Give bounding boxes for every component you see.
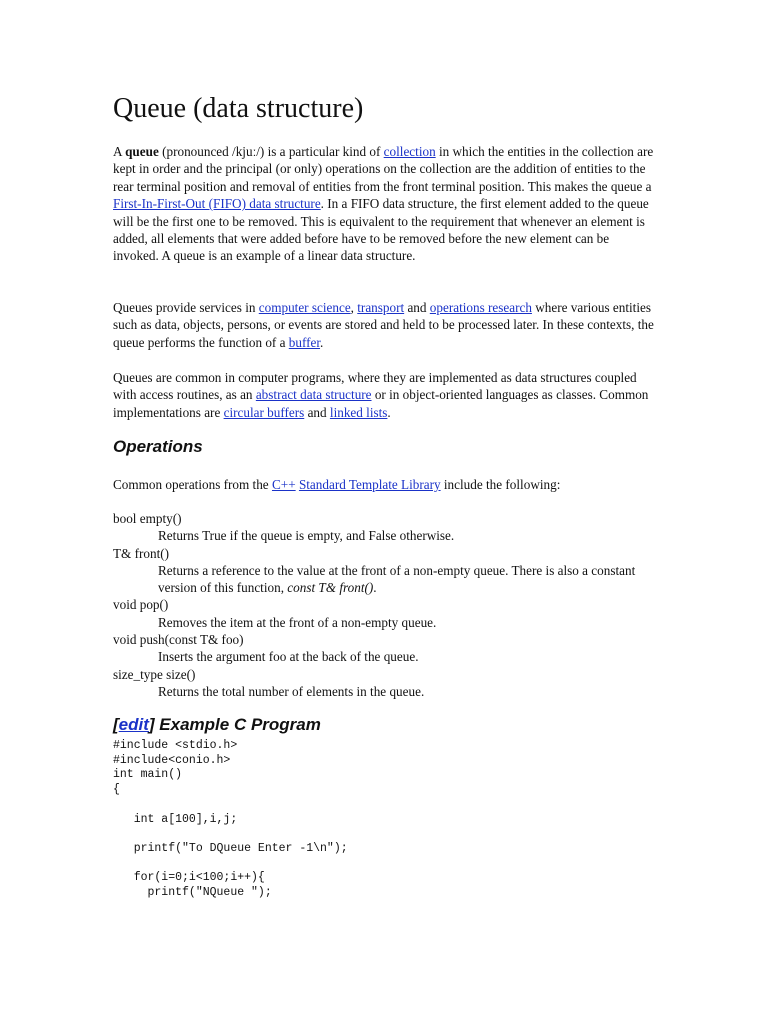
operation-description: Inserts the argument foo at the back of the queue. bbox=[158, 649, 419, 665]
bracket: [ bbox=[113, 715, 119, 734]
operations-list bbox=[113, 510, 673, 700]
intro-paragraph-2 bbox=[113, 299, 658, 351]
operation-term: bool empty() bbox=[113, 511, 182, 526]
operation-description: Removes the item at the front of a non-empty queue. bbox=[158, 614, 437, 630]
operation-term: T& front() bbox=[113, 545, 170, 561]
text: Returns a reference to the value at the front of a non-empty queue. There is also a constant version of this function, bbox=[158, 562, 636, 596]
intro-paragraph-1 bbox=[113, 143, 658, 265]
text: Queues are common in computer programs, where they are implemented as data structures coupled with access routines, as an bbox=[113, 370, 637, 403]
text: and bbox=[404, 300, 430, 315]
link-circular-buffers[interactable]: circular buffers bbox=[223, 404, 305, 420]
text: . In a FIFO data structure, the first element added to the queue will be the first one to be removed. This is equivalent to the requirement that whenever an element is added, all elements that were added before have to be removed before the new element can be invoked. A queue is an example of a linear data structure. bbox=[113, 196, 649, 264]
operation-term: size_type size() bbox=[113, 666, 196, 682]
text: and bbox=[304, 404, 330, 420]
text: (pronounced /kjuː/) is a particular kind of bbox=[158, 144, 384, 159]
operation-term: void push(const T& foo) bbox=[113, 632, 244, 648]
example-heading-text: Example C Program bbox=[154, 715, 321, 734]
italic-code: const T& front() bbox=[287, 580, 374, 596]
link-computer-science[interactable]: computer science bbox=[258, 300, 351, 315]
text: in which the entities in the collection are kept in order and the principal (or only) operations on the collection are the addition of entities to the rear terminal position and removal of entities from the front terminal position. This makes the queue a bbox=[113, 144, 654, 194]
term-queue: queue bbox=[125, 144, 159, 159]
text: Common operations from the bbox=[113, 477, 272, 492]
intro-paragraph-3 bbox=[113, 369, 658, 421]
operations-intro bbox=[113, 476, 658, 493]
link-operations-research[interactable]: operations research bbox=[429, 300, 532, 315]
edit-link[interactable]: edit bbox=[118, 715, 149, 734]
text: or in object-oriented languages as classes. Common implementations are bbox=[113, 387, 649, 420]
page-title: Queue (data structure) bbox=[113, 93, 364, 124]
operation-description bbox=[113, 562, 673, 597]
link-stl[interactable]: Standard Template Library bbox=[298, 477, 441, 492]
link-fifo[interactable]: First-In-First-Out (FIFO) data structure bbox=[113, 196, 321, 212]
text: A bbox=[113, 144, 126, 159]
operation-description: Returns the total number of elements in the queue. bbox=[158, 683, 425, 699]
text: . bbox=[373, 580, 377, 596]
text: include the following: bbox=[440, 477, 561, 492]
operations-heading: Operations bbox=[113, 437, 203, 456]
operation-description: Returns True if the queue is empty, and False otherwise. bbox=[158, 528, 455, 544]
link-cpp[interactable]: C++ bbox=[271, 477, 296, 492]
link-abstract-data-structure[interactable]: abstract data structure bbox=[255, 387, 372, 403]
link-linked-lists[interactable]: linked lists bbox=[329, 404, 388, 420]
text: , bbox=[350, 300, 358, 315]
example-heading bbox=[113, 715, 321, 735]
code-block: #include <stdio.h> #include<conio.h> int main() { int a[100],i,j; printf("To DQueue Enter -1\n"); for(i=0;i<100;i++){ printf("NQueue "); bbox=[113, 739, 348, 900]
text: . bbox=[320, 334, 324, 350]
text: where various entities such as data, objects, persons, or events are stored and held to be processed later. In these contexts, the queue performs the function of a bbox=[113, 300, 654, 350]
link-transport[interactable]: transport bbox=[357, 300, 405, 315]
operation-term: void pop() bbox=[113, 597, 169, 613]
bracket: ] bbox=[148, 715, 155, 734]
link-collection[interactable]: collection bbox=[383, 144, 436, 159]
text: Queues provide services in bbox=[113, 300, 259, 315]
link-buffer[interactable]: buffer bbox=[288, 334, 321, 350]
text: . bbox=[387, 404, 391, 420]
